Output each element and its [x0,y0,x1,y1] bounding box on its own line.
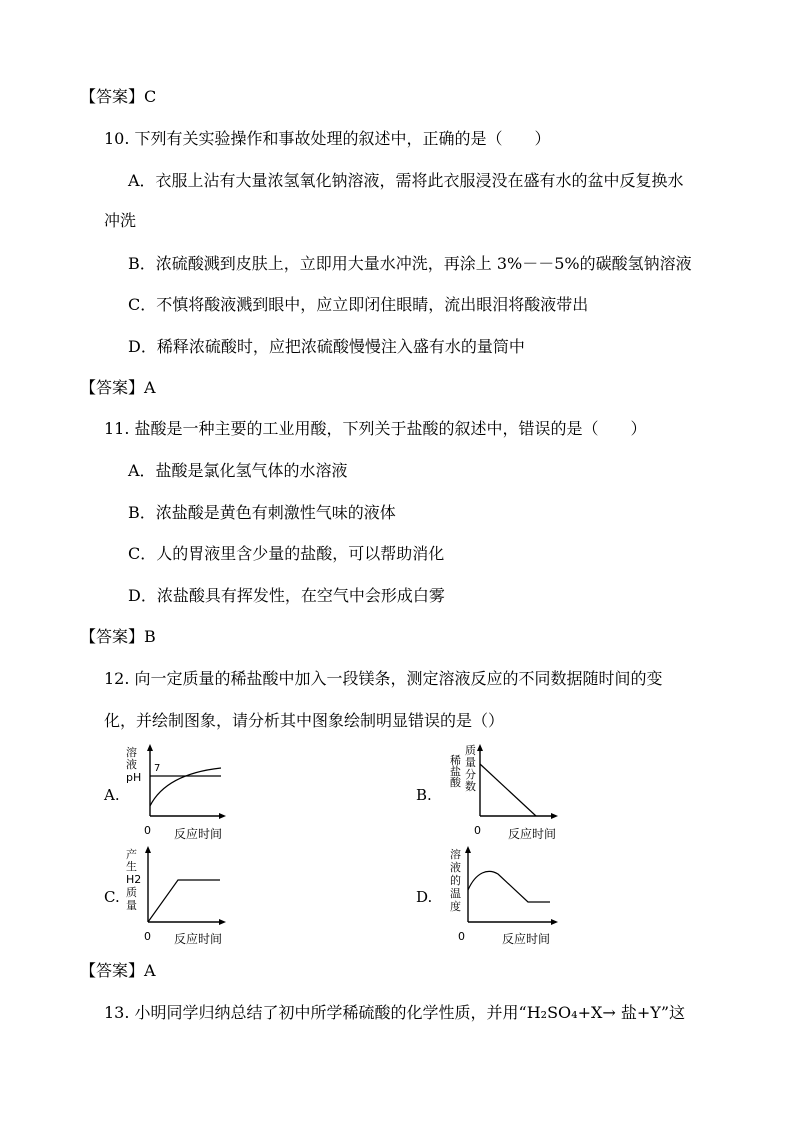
svg-text:温: 温 [450,887,461,900]
question-10-option-a-cont: 冲洗 [104,211,137,230]
graph-b-xlabel: 反应时间 [508,827,557,841]
question-11-option-c: C．人的胃液里含少量的盐酸，可以帮助消化 [128,544,445,563]
question-10-stem: 10. 下列有关实验操作和事故处理的叙述中，正确的是（ ） [104,129,551,148]
question-10-option-a: A．衣服上沾有大量浓氢氧化钠溶液，需将此衣服浸没在盛有水的盆中反复换水 [128,171,684,190]
answer-q10: 【答案】A [80,378,156,397]
question-11-option-a: A．盐酸是氯化氢气体的水溶液 [128,461,348,480]
graph-c-ylabel [126,847,141,912]
svg-text:产: 产 [126,848,137,861]
svg-text:度: 度 [450,900,461,913]
svg-text:液: 液 [126,758,137,771]
svg-text:生: 生 [126,860,137,873]
graph-c-xlabel: 反应时间 [174,932,223,946]
svg-text:量: 量 [126,899,137,912]
graph-a-ylabel [126,745,141,784]
question-11-option-b: B．浓盐酸是黄色有刺激性气味的液体 [128,503,396,522]
graph-a [126,744,236,842]
graph-b [450,744,570,842]
svg-text:稀: 稀 [450,754,461,767]
graph-a-xlabel: 反应时间 [174,827,223,841]
graph-b-label: B. [416,786,432,804]
svg-text:盐: 盐 [450,765,461,778]
svg-text:质: 质 [126,886,137,899]
graph-c-origin: 0 [144,930,151,943]
svg-text:数: 数 [465,780,476,793]
graph-c [126,846,236,946]
graph-d-origin: 0 [458,930,465,943]
question-12-stem-line2: 化，并绘制图象，请分析其中图象绘制明显错误的是（） [104,711,505,730]
svg-text:H2: H2 [126,873,142,886]
svg-text:质: 质 [465,744,476,757]
question-10-option-d: D．稀释浓硫酸时，应把浓硫酸慢慢注入盛有水的量筒中 [128,337,525,356]
graph-d-xlabel: 反应时间 [502,932,551,946]
graph-a-label: A. [104,786,120,804]
graph-a-tick: 7 [154,763,161,774]
graph-d-label: D. [416,888,433,906]
answer-q11: 【答案】B [80,627,156,646]
svg-text:的: 的 [450,874,461,887]
question-12-stem-line1: 12. 向一定质量的稀盐酸中加入一段镁条，测定溶液反应的不同数据随时间的变 [104,669,663,688]
graph-c-label: C. [104,888,120,906]
svg-text:分: 分 [465,768,476,781]
question-10-option-b: B．浓硫酸溅到皮肤上，立即用大量水冲洗，再涂上 3%－－5%的碳酸氢钠溶液 [128,254,692,273]
graph-b-ylabel-right [465,743,476,793]
svg-text:溶: 溶 [126,746,137,759]
graph-d [450,846,570,946]
question-10-option-c: C．不慎将酸液溅到眼中，应立即闭住眼睛，流出眼泪将酸液带出 [128,295,589,314]
question-11-option-d: D．浓盐酸具有挥发性，在空气中会形成白雾 [128,586,445,605]
graph-b-origin: 0 [474,824,481,837]
svg-text:液: 液 [450,861,461,874]
question-11-stem: 11. 盐酸是一种主要的工业用酸，下列关于盐酸的叙述中，错误的是（ ） [104,419,647,438]
svg-text:溶: 溶 [450,848,461,861]
graph-b-ylabel-left [450,753,462,789]
question-13-stem: 13. 小明同学归纳总结了初中所学稀硫酸的化学性质，并用“H₂SO₄+X→ 盐+Y”这 [104,1003,686,1022]
svg-text:pH: pH [126,771,142,784]
answer-q9: 【答案】C [80,87,157,106]
graph-d-ylabel [450,847,461,913]
graph-a-origin: 0 [144,824,151,837]
svg-text:量: 量 [465,756,476,769]
answer-q12: 【答案】A [80,961,156,980]
svg-text:酸: 酸 [450,776,461,789]
